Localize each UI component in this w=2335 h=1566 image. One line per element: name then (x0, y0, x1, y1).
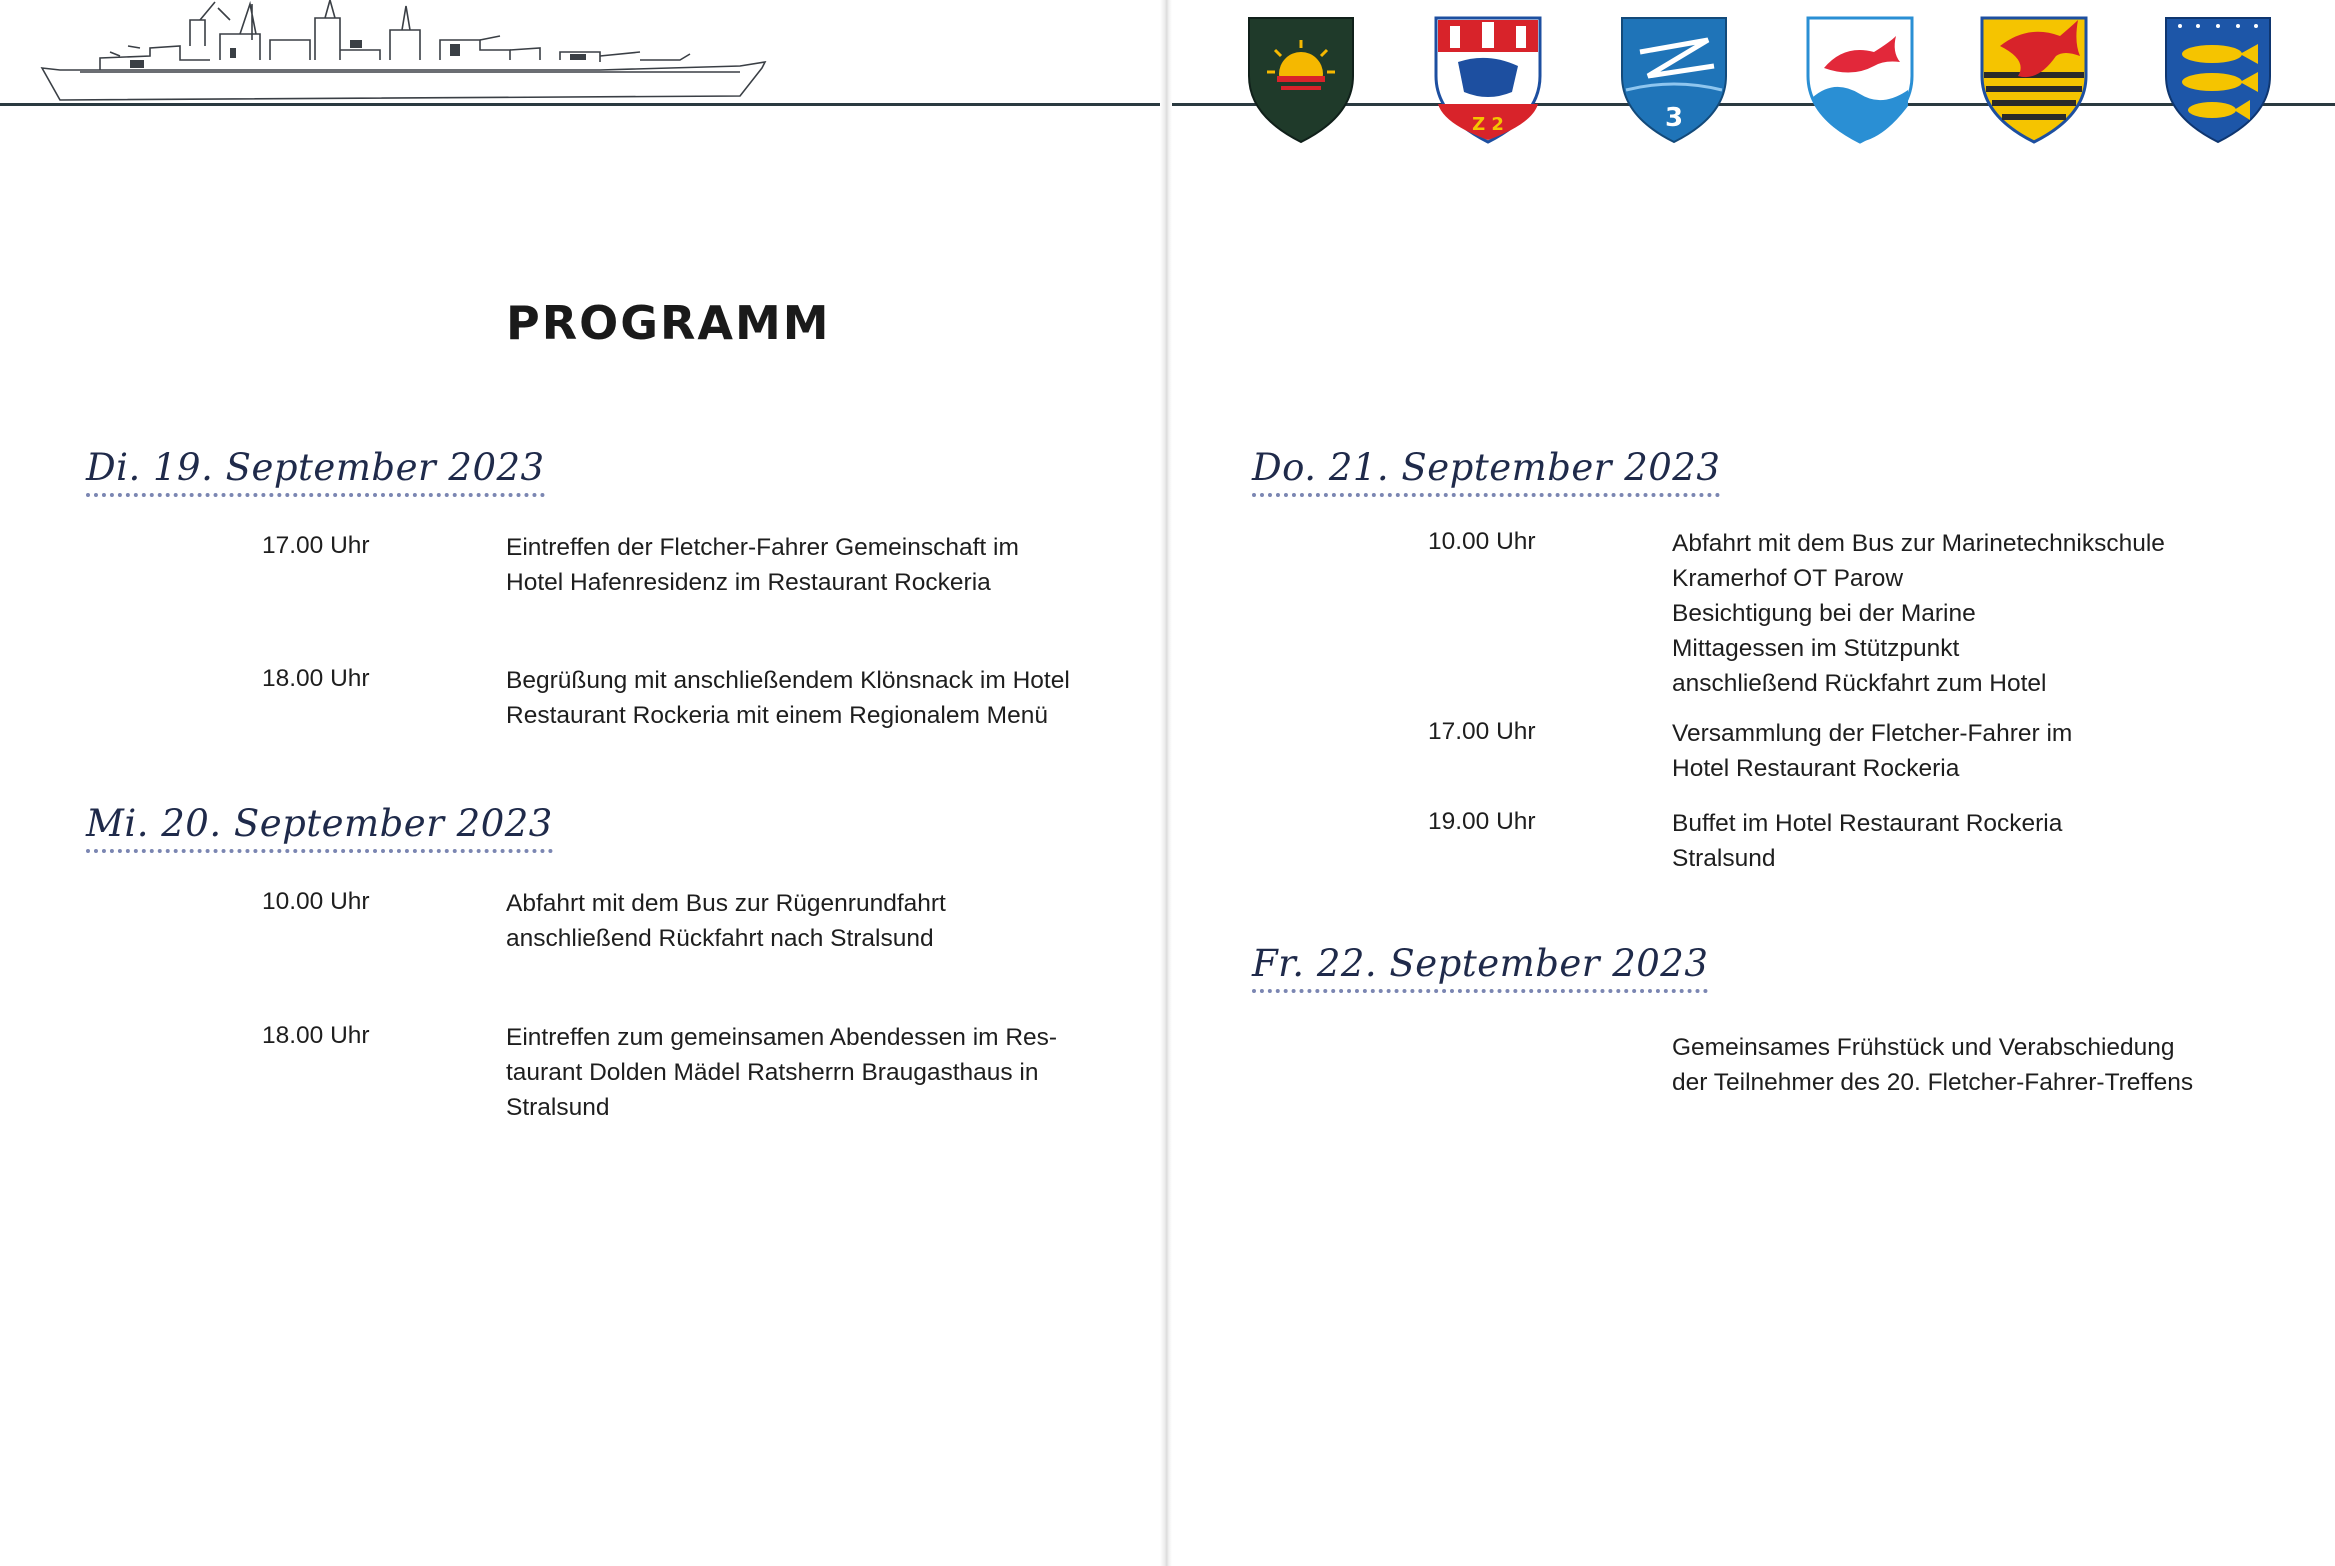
event-line: Mittagessen im Stützpunkt (1672, 635, 1960, 662)
event-line: Restaurant Rockeria mit einem Regionalem Menü (506, 702, 1048, 729)
destroyer-ship-illustration (40, 0, 770, 106)
yellow-striped-fish-crest-icon (1978, 16, 2090, 144)
event-line: anschließend Rückfahrt zum Hotel (1672, 670, 2047, 697)
event-line: Hotel Hafenresidenz im Restaurant Rockeria (506, 569, 991, 596)
blue-z3-crest-icon (1618, 16, 1730, 144)
event-line: Eintreffen der Fletcher-Fahrer Gemeinschaft im (506, 534, 1019, 561)
event-line: Gemeinsames Frühstück und Verabschiedung (1672, 1034, 2175, 1061)
event-line: Kramerhof OT Parow (1672, 565, 1904, 592)
day-heading: Mi. 20. September 2023 (86, 802, 553, 853)
red-castle-griffin-crest-icon (1432, 16, 1544, 144)
event-line: Begrüßung mit anschließendem Klönsnack im Hotel (506, 667, 1070, 694)
event-description (506, 530, 1019, 600)
event-description (1672, 526, 2165, 701)
event-description (506, 663, 1070, 733)
event-line: Stralsund (506, 1094, 610, 1121)
event-description (1672, 806, 2062, 876)
event-time: 10.00 Uhr (1428, 528, 1536, 555)
event-description (1672, 1030, 2193, 1100)
svg-text:3: 3 (1664, 103, 1684, 133)
event-line: Versammlung der Fletcher-Fahrer im (1672, 720, 2073, 747)
event-line: Abfahrt mit dem Bus zur Marinetechnikschule (1672, 530, 2165, 557)
day-heading: Fr. 22. September 2023 (1252, 942, 1708, 993)
event-line: anschließend Rückfahrt nach Stralsund (506, 925, 934, 952)
event-description (1672, 716, 2072, 786)
event-line: Abfahrt mit dem Bus zur Rügenrundfahrt (506, 890, 946, 917)
red-fish-wave-crest-icon (1804, 16, 1916, 144)
event-line: Besichtigung bei der Marine (1672, 600, 1976, 627)
event-line: Stralsund (1672, 845, 1776, 872)
event-line: der Teilnehmer des 20. Fletcher-Fahrer-Treffens (1672, 1069, 2194, 1096)
event-time: 18.00 Uhr (262, 665, 370, 692)
event-time: 10.00 Uhr (262, 888, 370, 915)
event-line: taurant Dolden Mädel Ratsherrn Braugasthaus in (506, 1059, 1039, 1086)
day-heading: Do. 21. September 2023 (1252, 446, 1720, 497)
event-description (506, 886, 946, 956)
event-line: Hotel Restaurant Rockeria (1672, 755, 1960, 782)
event-line: Buffet im Hotel Restaurant Rockeria (1672, 810, 2063, 837)
event-description (506, 1020, 1057, 1125)
event-line: Eintreffen zum gemeinsamen Abendessen im Res- (506, 1024, 1058, 1051)
blue-three-fish-crest-icon (2162, 16, 2274, 144)
event-time: 17.00 Uhr (1428, 718, 1536, 745)
event-time: 19.00 Uhr (1428, 808, 1536, 835)
day-heading: Di. 19. September 2023 (86, 446, 545, 497)
event-time: 17.00 Uhr (262, 532, 370, 559)
svg-text:Z 2: Z 2 (1472, 114, 1504, 135)
event-time: 18.00 Uhr (262, 1022, 370, 1049)
page-title: PROGRAMM (506, 296, 831, 350)
sun-crest-icon (1245, 16, 1357, 144)
page-fold (1160, 0, 1172, 1566)
